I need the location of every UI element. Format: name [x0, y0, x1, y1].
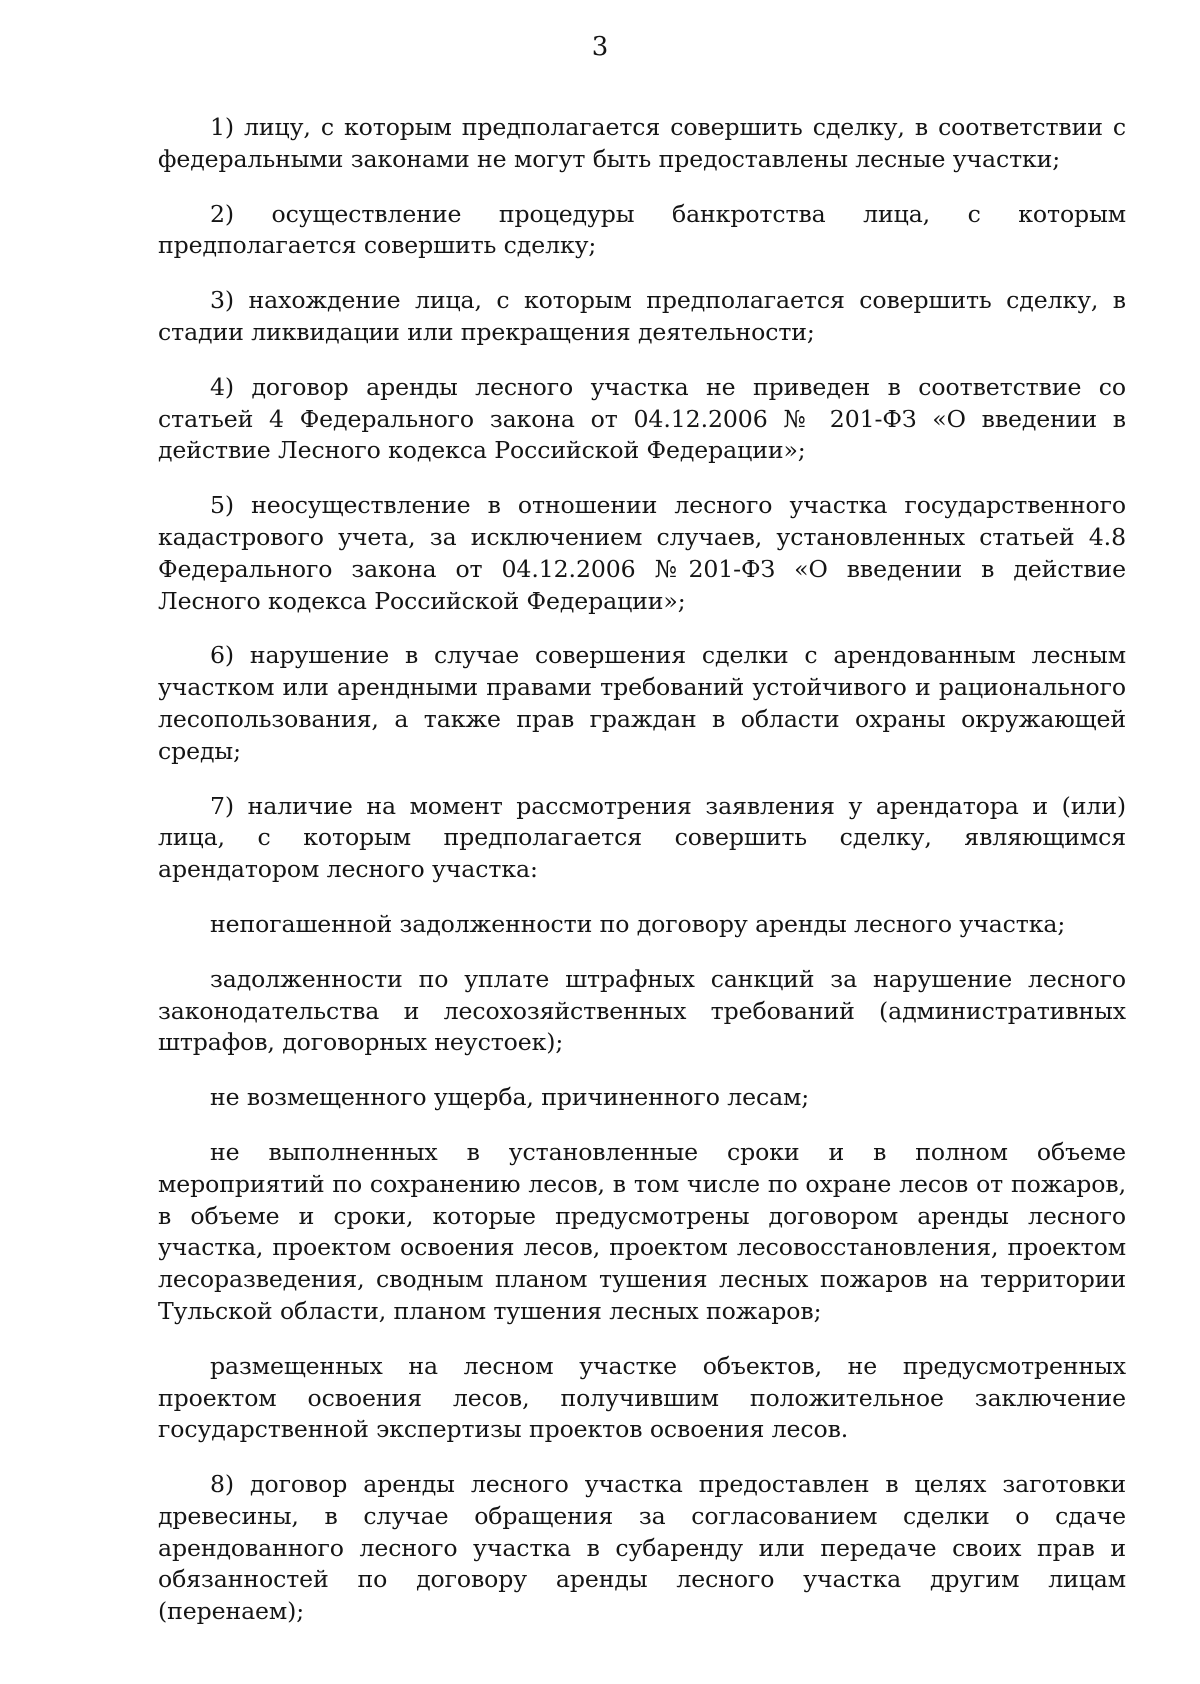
paragraph-item-7: 7) наличие на момент рассмотрения заявления у арендатора и (или) лица, с которым предполагается совершить сделку, являющимся арендатором лесного участка: — [158, 791, 1126, 884]
paragraph-item-1: 1) лицу, с которым предполагается совершить сделку, в соответствии с федеральными законами не могут быть предоставлены лесные участки; — [158, 113, 1126, 173]
page-number: 3 — [591, 32, 609, 62]
paragraph-debt-fines: задолженности по уплате штрафных санкций за нарушение лесного законодательства и лесохозяйственных требований (административных штрафов, договорных неустоек); — [158, 964, 1126, 1057]
paragraph-item-6: 6) нарушение в случае совершения сделки с арендованным лесным участком или арендными правами требований устойчивого и рационального лесопользования, а также прав граждан в области охраны окружающей среды; — [158, 641, 1126, 765]
paragraph-item-4: 4) договор аренды лесного участка не приведен в соответствие со статьей 4 Федерального закона от 04.12.2006 № 201-ФЗ «О введении в действие Лесного кодекса Российской Федерации»; — [158, 372, 1126, 465]
paragraph-item-3: 3) нахождение лица, с которым предполагается совершить сделку, в стадии ликвидации или прекращения деятельности; — [158, 286, 1126, 346]
paragraph-item-5: 5) неосуществление в отношении лесного участка государственного кадастрового учета, за исключением случаев, установленных статьей 4.8 Федерального закона от 04.12.2006 №201-ФЗ «О введении в действие Лесного кодекса Российской Федерации»; — [158, 491, 1126, 615]
paragraph-unpaid-damage: не возмещенного ущерба, причиненного лесам; — [210, 1083, 810, 1112]
document-body — [158, 112, 1126, 1628]
paragraph-unplanned-objects: размещенных на лесном участке объектов, не предусмотренных проектом освоения лесов, получившим положительное заключение государственной экспертизы проектов освоения лесов. — [158, 1351, 1126, 1444]
paragraph-item-8: 8) договор аренды лесного участка предоставлен в целях заготовки древесины, в случае обращения за согласованием сделки о сдаче арендованного лесного участка в субаренду или передаче своих прав и обязанностей по договору аренды лесного участка другим лицам (перенаем); — [158, 1470, 1126, 1626]
paragraph-debt-rent: непогашенной задолженности по договору аренды лесного участка; — [210, 909, 1066, 938]
paragraph-unfulfilled-measures: не выполненных в установленные сроки и в полном объеме мероприятий по сохранению лесов, в том числе по охране лесов от пожаров, в объеме и сроки, которые предусмотрены договором аренды лесного участка, проектом освоения лесов, проектом лесовосстановления, проектом лесоразведения, сводным планом тушения лесных пожаров на территории Тульской области, планом тушения лесных пожаров; — [158, 1137, 1126, 1325]
paragraph-item-2: 2) осуществление процедуры банкротства лица, с которым предполагается совершить сделку; — [158, 199, 1126, 260]
